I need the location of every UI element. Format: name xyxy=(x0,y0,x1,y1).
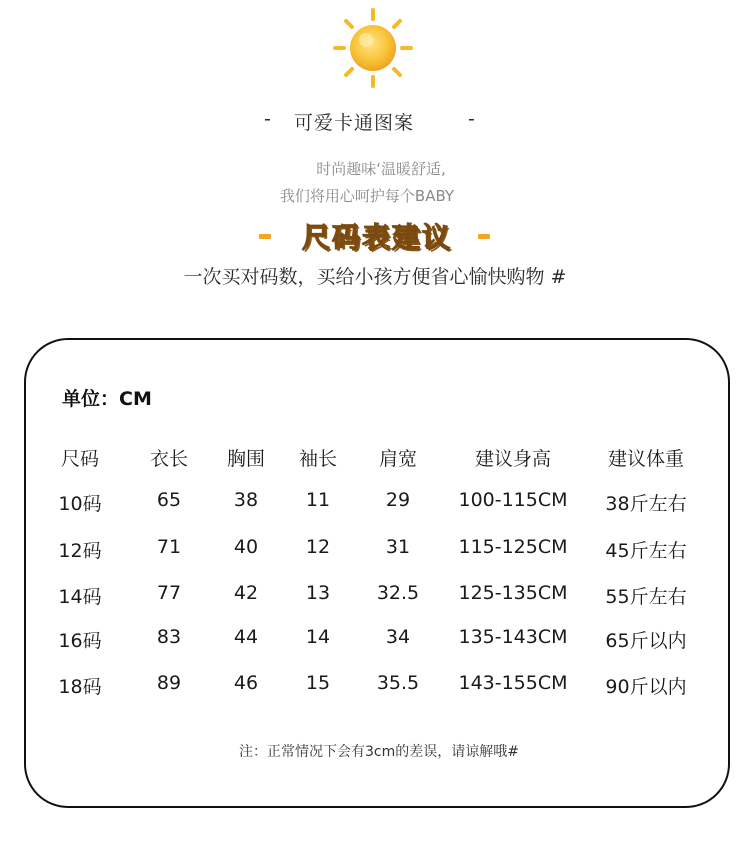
headline-title: 尺码表建议 xyxy=(302,221,453,254)
table-cell: 12码 xyxy=(58,540,102,562)
subtitle-dash-right: - xyxy=(468,108,475,130)
table-cell: 12 xyxy=(305,536,331,558)
table-cell: 143-155CM xyxy=(458,672,568,694)
table-cell: 90斤以内 xyxy=(605,676,687,698)
table-header-cell: 肩宽 xyxy=(378,448,418,470)
table-cell: 35.5 xyxy=(376,672,420,694)
table-cell: 10码 xyxy=(58,493,102,515)
table-cell: 15 xyxy=(305,672,331,694)
table-cell: 31 xyxy=(385,536,411,558)
table-cell: 55斤左右 xyxy=(605,586,687,608)
table-cell: 11 xyxy=(305,489,331,511)
tagline-line-2: 我们将用心呵护每个BABY xyxy=(279,187,455,205)
table-cell: 125-135CM xyxy=(458,582,568,604)
headline-bar-left xyxy=(259,234,271,239)
table-cell: 13 xyxy=(305,582,331,604)
table-cell: 45斤左右 xyxy=(605,540,687,562)
table-cell: 71 xyxy=(156,536,182,558)
table-cell: 89 xyxy=(156,672,182,694)
table-cell: 14 xyxy=(305,626,331,648)
table-header-cell: 胸围 xyxy=(226,448,266,470)
subtitle-row xyxy=(0,108,750,134)
table-header-cell: 衣长 xyxy=(149,448,189,470)
table-cell: 115-125CM xyxy=(458,536,568,558)
table-cell: 135-143CM xyxy=(458,626,568,648)
headline xyxy=(0,216,750,256)
table-cell: 16码 xyxy=(58,630,102,652)
sun-icon xyxy=(331,6,415,90)
table-cell: 14码 xyxy=(58,586,102,608)
table-cell: 32.5 xyxy=(376,582,420,604)
description: 一次买对码数，买给小孩方便省心愉快购物 # xyxy=(183,266,567,288)
table-cell: 38 xyxy=(233,489,259,511)
headline-bar-right xyxy=(478,234,490,239)
table-cell: 29 xyxy=(385,489,411,511)
unit-label: 单位：CM xyxy=(62,388,152,410)
table-cell: 42 xyxy=(233,582,259,604)
table-cell: 65 xyxy=(156,489,182,511)
table-cell: 46 xyxy=(233,672,259,694)
tagline-line-1: 时尚趣味‘温暖舒适, xyxy=(316,160,446,178)
table-cell: 18码 xyxy=(58,676,102,698)
table-cell: 38斤左右 xyxy=(605,493,687,515)
table-header-cell: 尺码 xyxy=(60,448,100,470)
table-cell: 40 xyxy=(233,536,259,558)
size-note: 注：正常情况下会有3cm的差误，请谅解哦# xyxy=(239,744,519,760)
table-header-cell: 袖长 xyxy=(298,448,338,470)
table-cell: 77 xyxy=(156,582,182,604)
subtitle: 可爱卡通图案 xyxy=(294,112,415,134)
table-cell: 100-115CM xyxy=(458,489,568,511)
table-header-cell: 建议身高 xyxy=(474,448,552,470)
table-cell: 83 xyxy=(156,626,182,648)
table-cell: 34 xyxy=(385,626,411,648)
table-cell: 44 xyxy=(233,626,259,648)
table-header-cell: 建议体重 xyxy=(607,448,685,470)
table-cell: 65斤以内 xyxy=(605,630,687,652)
subtitle-dash-left: - xyxy=(264,108,271,130)
